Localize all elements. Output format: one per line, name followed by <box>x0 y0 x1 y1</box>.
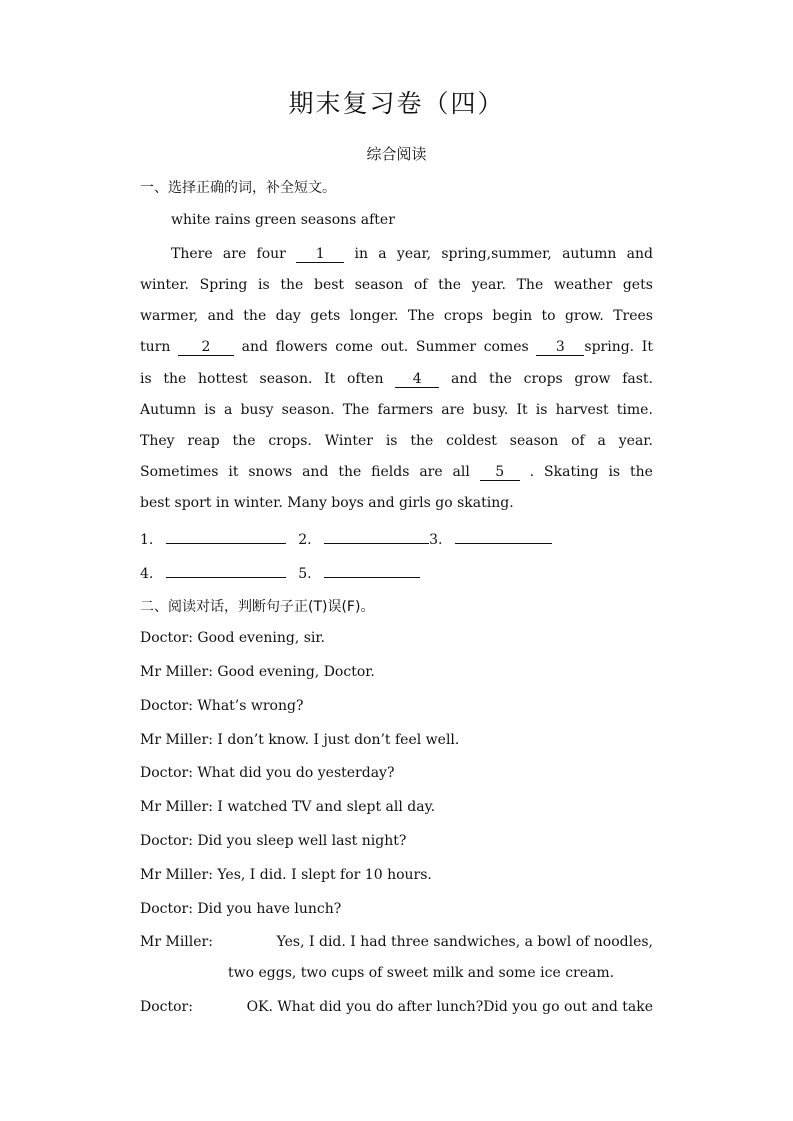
passage-line-5: is the hottest season. It often 4 and the crops grow fast. <box>140 371 653 387</box>
dialogue-line: Doctor: Did you have lunch? <box>140 901 342 917</box>
section2-heading: 二、阅读对话，判断句子正(T)误(F)。 <box>140 599 375 615</box>
dialogue-line-continued: two eggs, two cups of sweet milk and some ice cream. <box>228 965 615 981</box>
dialogue-line: Mr Miller: I don’t know. I just don’t feel well. <box>140 732 460 748</box>
dialogue-line: Doctor: What did you do yesterday? <box>140 765 395 781</box>
passage-line-4: turn 2 and flowers come out. Summer comes 3 spring. It <box>140 339 653 355</box>
dialogue-line: Mr Miller: Good evening, Doctor. <box>140 664 375 680</box>
passage-line-3: warmer, and the day gets longer. The crops begin to grow. Trees <box>140 308 653 324</box>
dialogue-line: Doctor: Good evening, sir. <box>140 630 325 646</box>
dialogue-line: Doctor: Did you sleep well last night? <box>140 833 407 849</box>
passage-line-9: best sport in winter. Many boys and girls go skating. <box>140 495 514 511</box>
answer-field-3[interactable] <box>455 529 552 544</box>
dialogue-line: Doctor: OK. What did you do after lunch?Did you go out and take <box>140 999 653 1015</box>
dialogue-line: Mr Miller: Yes, I did. I had three sandwiches, a bowl of noodles, <box>140 934 653 950</box>
passage-line-1: There are four 1 in a year, spring,summer, autumn and <box>171 246 653 262</box>
section1-heading: 一、选择正确的词，补全短文。 <box>140 180 336 196</box>
answer-row-2: 4. 5. <box>140 563 420 582</box>
word-bank: white rains green seasons after <box>171 212 395 228</box>
passage-line-8: Sometimes it snows and the fields are all 5 . Skating is the <box>140 464 653 480</box>
dialogue-line: Doctor: What’s wrong? <box>140 698 304 714</box>
blank-1[interactable]: 1 <box>296 246 344 263</box>
blank-3[interactable]: 3 <box>536 339 584 356</box>
passage-line-6: Autumn is a busy season. The farmers are busy. It is harvest time. <box>140 402 653 418</box>
answer-row-1: 1. 2. 3. <box>140 529 552 548</box>
blank-5[interactable]: 5 <box>480 464 520 481</box>
page-subtitle: 综合阅读 <box>366 145 427 163</box>
blank-2[interactable]: 2 <box>178 339 234 356</box>
answer-field-5[interactable] <box>324 563 420 578</box>
dialogue-line: Mr Miller: Yes, I did. I slept for 10 hours. <box>140 867 432 883</box>
blank-4[interactable]: 4 <box>395 371 439 388</box>
answer-field-2[interactable] <box>324 529 429 544</box>
passage-line-7: They reap the crops. Winter is the coldest season of a year. <box>140 433 653 449</box>
answer-field-1[interactable] <box>166 529 286 544</box>
passage-line-2: winter. Spring is the best season of the year. The weather gets <box>140 277 653 293</box>
dialogue-line: Mr Miller: I watched TV and slept all day. <box>140 799 436 815</box>
page-title: 期末复习卷（四） <box>288 89 505 118</box>
answer-field-4[interactable] <box>166 563 286 578</box>
